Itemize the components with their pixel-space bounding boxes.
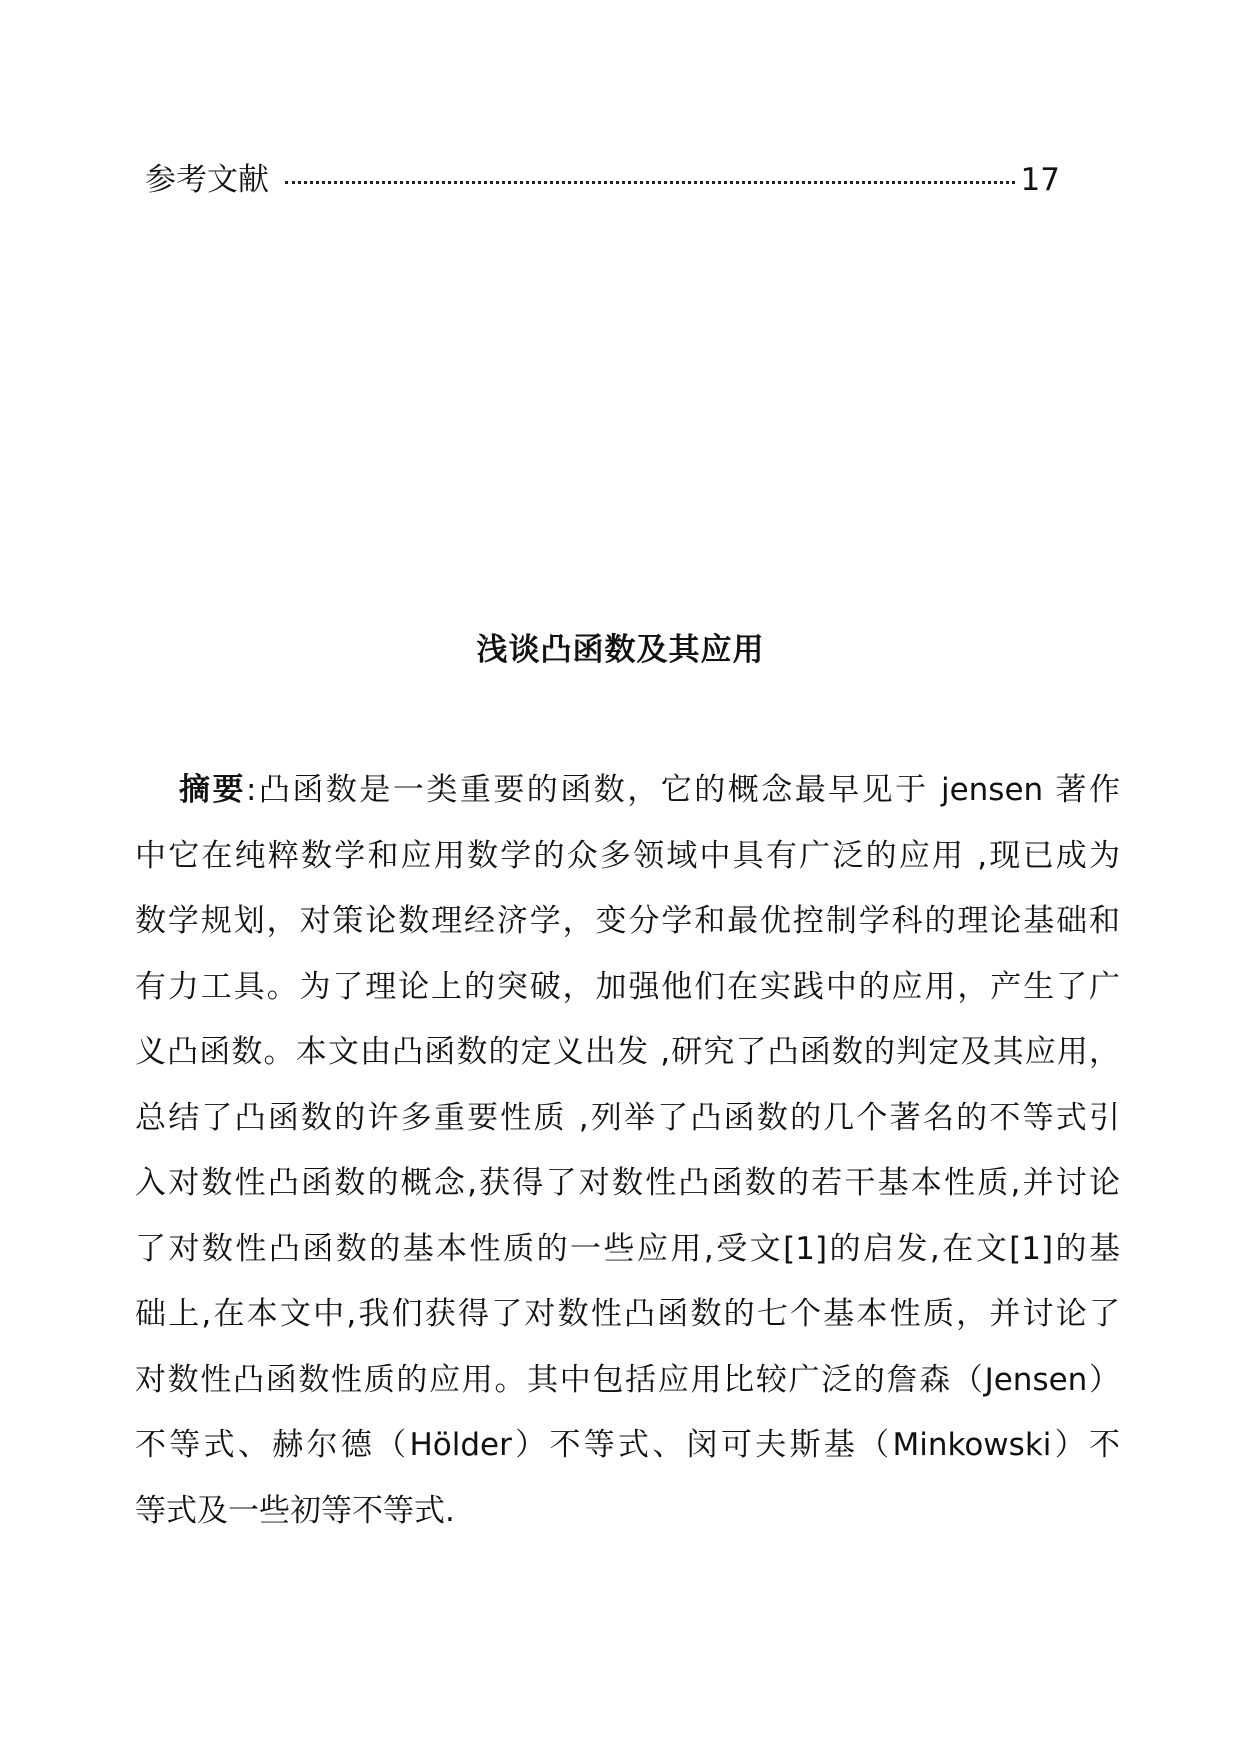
abstract-line: 等式及一些初等不等式. — [135, 1492, 455, 1529]
abstract-line: 础上,在本文中,我们获得了对数性凸函数的七个基本性质，并讨论了 — [135, 1296, 1120, 1332]
toc-entry-label: 参考文献 — [145, 162, 269, 198]
toc-entry-references — [145, 158, 1060, 202]
abstract-line: 入对数性凸函数的概念,获得了对数性凸函数的若干基本性质,并讨论 — [135, 1165, 1120, 1201]
abstract-line: 不等式、赫尔德（Hölder）不等式、闵可夫斯基（Minkowski）不 — [135, 1427, 1120, 1463]
paper-title: 浅谈凸函数及其应用 — [476, 632, 765, 668]
abstract-line: 中它在纯粹数学和应用数学的众多领域中具有广泛的应用 ,现已成为 — [135, 837, 1120, 874]
abstract-label: 摘要 — [179, 772, 246, 808]
abstract-text: :凸函数是一类重要的函数，它的概念最早见于 jensen 著作 — [245, 772, 1121, 808]
abstract-line: 数学规划，对策论数理经济学，变分学和最优控制学科的理论基础和 — [135, 903, 1120, 939]
toc-page-number: 17 — [1020, 162, 1060, 198]
abstract-line: 了对数性凸函数的基本性质的一些应用,受文[1]的启发,在文[1]的基 — [135, 1230, 1120, 1267]
toc-dot-leader — [285, 181, 1015, 184]
abstract-section — [135, 758, 1120, 1544]
abstract-line: 总结了凸函数的许多重要性质 ,列举了凸函数的几个著名的不等式引 — [135, 1099, 1120, 1136]
abstract-line: 对数性凸函数性质的应用。其中包括应用比较广泛的詹森（Jensen） — [135, 1361, 1120, 1398]
abstract-line — [135, 758, 1120, 824]
abstract-line: 义凸函数。本文由凸函数的定义出发 ,研究了凸函数的判定及其应用， — [135, 1034, 1120, 1070]
abstract-line: 有力工具。为了理论上的突破，加强他们在实践中的应用，产生了广 — [135, 968, 1120, 1005]
